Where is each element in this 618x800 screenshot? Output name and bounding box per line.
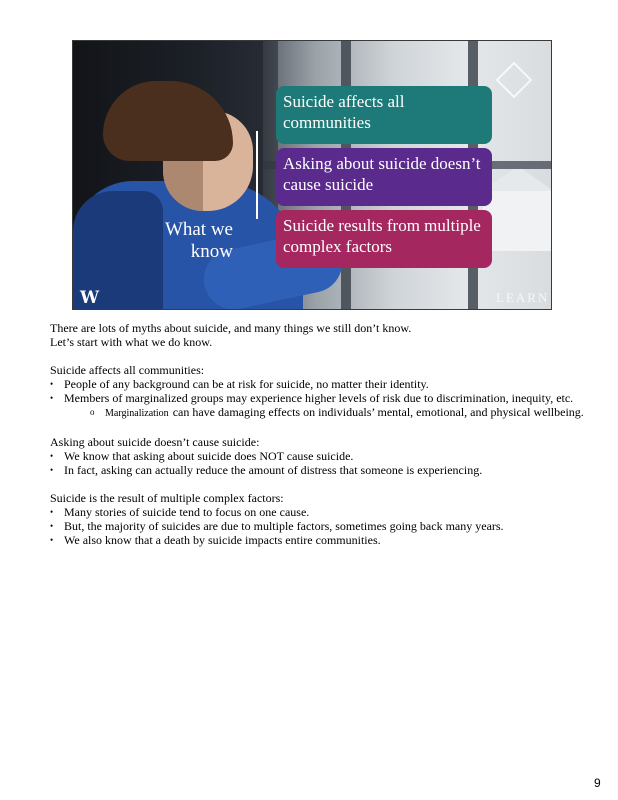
sub-bullet-text: can have damaging effects on individuals’ mental, emotional, and physical wellbeing. bbox=[172, 405, 584, 419]
speaker-notes bbox=[50, 321, 590, 547]
bullet-text: Members of marginalized groups may experience higher levels of risk due to discrimination, inequity, etc. bbox=[64, 391, 574, 405]
bullet-icon: • bbox=[50, 393, 54, 403]
bullet-icon: • bbox=[50, 535, 54, 545]
section-heading: Suicide affects all communities: bbox=[50, 363, 205, 377]
list-item bbox=[50, 377, 590, 391]
bullet-text: We know that asking about suicide does NOT cause suicide. bbox=[64, 449, 354, 463]
page-number: 9 bbox=[594, 776, 601, 790]
list-item bbox=[50, 505, 590, 519]
brand-watermark: LEARN bbox=[496, 290, 550, 305]
bullet-icon: • bbox=[50, 465, 54, 475]
term-marginalization: Marginalization bbox=[105, 408, 169, 419]
box-factors: Suicide results from multiple complex factors bbox=[276, 210, 492, 268]
slide bbox=[72, 40, 552, 310]
sub-list-item bbox=[50, 405, 590, 421]
box-asking: Asking about suicide doesn’t cause suicide bbox=[276, 148, 492, 206]
list-item bbox=[50, 533, 590, 547]
bullet-icon: • bbox=[50, 507, 54, 517]
bullet-text: We also know that a death by suicide impacts entire communities. bbox=[64, 533, 381, 547]
w-logo: W bbox=[80, 288, 100, 308]
bullet-text: Many stories of suicide tend to focus on one cause. bbox=[64, 505, 310, 519]
bullet-icon: • bbox=[50, 451, 54, 461]
box-communities: Suicide affects all communities bbox=[276, 86, 492, 144]
list-item bbox=[50, 391, 590, 405]
bullet-text: In fact, asking can actually reduce the amount of distress that someone is experiencing. bbox=[64, 463, 483, 477]
bullet-icon: • bbox=[50, 379, 54, 389]
intro-line: Let’s start with what we do know. bbox=[50, 335, 213, 349]
intro-line: There are lots of myths about suicide, and many things we still don’t know. bbox=[50, 321, 412, 335]
circle-bullet-icon: o bbox=[90, 407, 95, 417]
bullet-text: But, the majority of suicides are due to multiple factors, sometimes going back many years. bbox=[64, 519, 504, 533]
list-item bbox=[50, 519, 590, 533]
list-item bbox=[50, 463, 590, 477]
section-heading: Suicide is the result of multiple complex factors: bbox=[50, 491, 284, 505]
house bbox=[483, 191, 552, 251]
divider-line bbox=[256, 131, 258, 219]
section-heading: Asking about suicide doesn’t cause suicide: bbox=[50, 435, 260, 449]
list-item bbox=[50, 449, 590, 463]
slide-title: What we know bbox=[164, 219, 233, 262]
bullet-text: People of any background can be at risk for suicide, no matter their identity. bbox=[64, 377, 429, 391]
bullet-icon: • bbox=[50, 521, 54, 531]
